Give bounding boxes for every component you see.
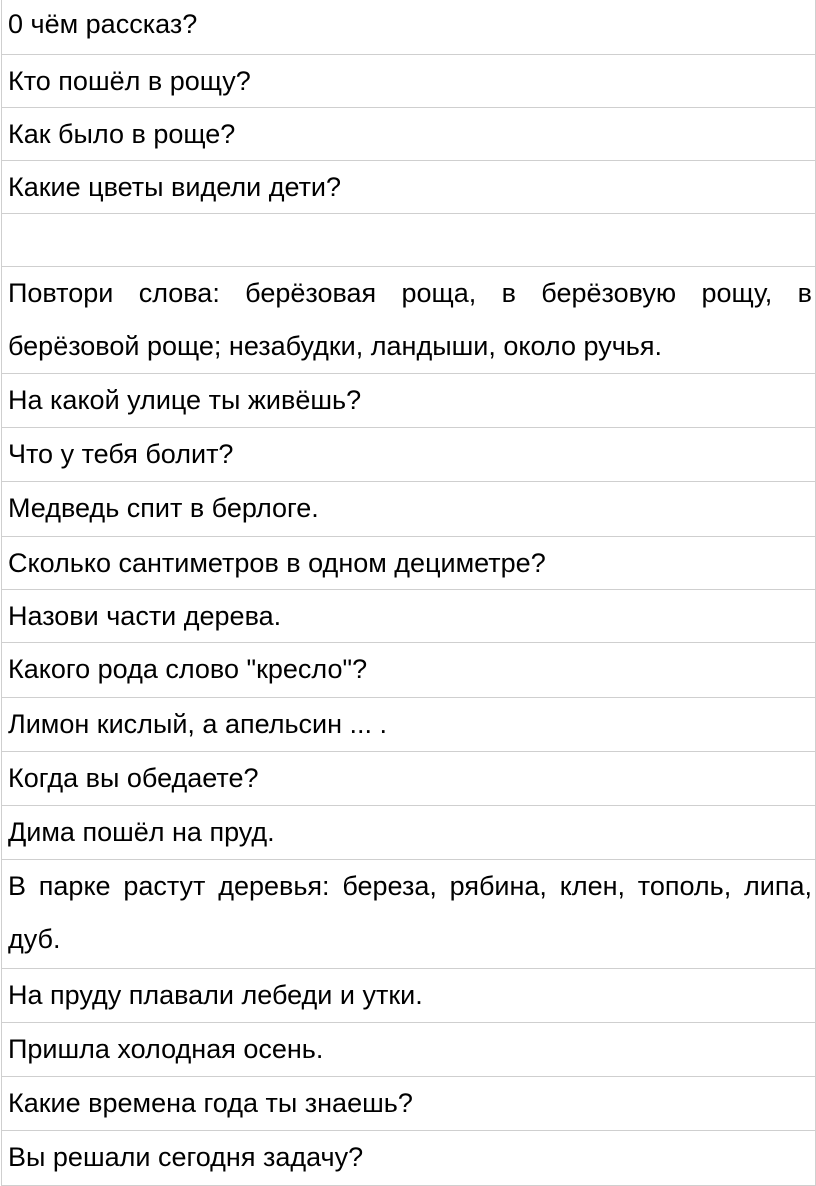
table-row: Назови части дерева.: [2, 589, 815, 642]
table-row: 0 чём рассказ?: [8, 9, 198, 39]
question-table: [1, 0, 816, 1186]
table-row: Вы решали сегодня задачу?: [2, 1130, 815, 1185]
table-row: Что у тебя болит?: [2, 427, 815, 481]
table-row: Кто пошёл в рощу?: [2, 54, 815, 107]
table-row: На какой улице ты живёшь?: [2, 373, 815, 427]
table-row: Какие цветы видели дети?: [2, 160, 815, 213]
table-row: Медведь спит в берлоге.: [2, 481, 815, 536]
table-row: Пришла холодная осень.: [2, 1022, 815, 1076]
table-row: В парке растут деревья: береза, рябина, клен, тополь, липа, дуб.: [2, 859, 815, 968]
table-row: Когда вы обедаете?: [2, 751, 815, 805]
table-row: Лимон кислый, а апельсин ... .: [2, 697, 815, 751]
table-row: Дима пошёл на пруд.: [2, 805, 815, 859]
table-row: Сколько сантиметров в одном дециметре?: [2, 536, 815, 589]
table-row: Повтори слова: берёзовая роща, в берёзовую рощу, в берёзовой роще; незабудки, ландыши, около ручья.: [2, 266, 815, 373]
table-row: Какого рода слово "кресло"?: [2, 642, 815, 697]
table-row: Как было в роще?: [2, 107, 815, 160]
table-row: На пруду плавали лебеди и утки.: [2, 968, 815, 1022]
table-row: Какие времена года ты знаешь?: [2, 1076, 815, 1130]
empty-row: [2, 213, 815, 266]
